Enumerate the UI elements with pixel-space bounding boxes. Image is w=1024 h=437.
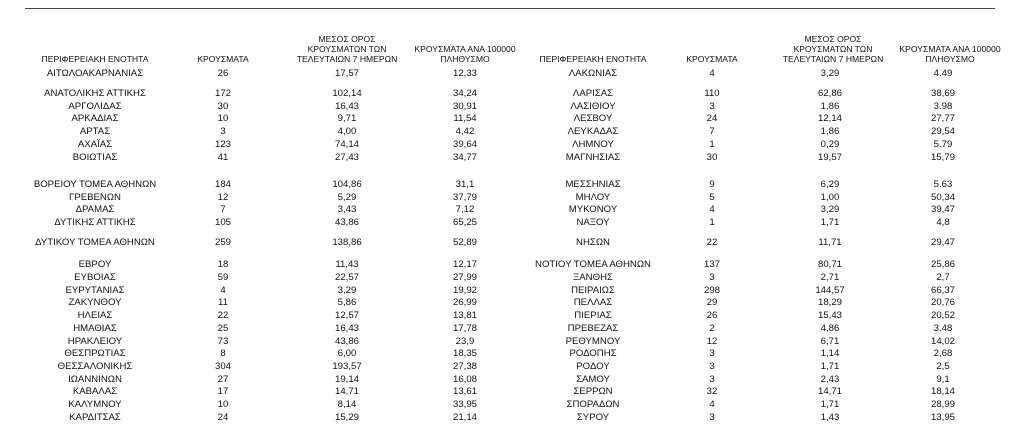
right-row-name: ΛΗΜΝΟΥ	[572, 139, 614, 150]
right-row-cases: 2	[709, 323, 715, 334]
left-row-cases: 4	[220, 285, 226, 296]
right-row-avg: 4,86	[820, 323, 840, 334]
header-cases-left	[193, 26, 253, 64]
left-row-rate: 27,38	[452, 361, 477, 372]
right-row-rate: 2,68	[933, 348, 953, 359]
left-row-rate: 23,9	[455, 336, 475, 347]
right-row-cases: 4	[709, 399, 715, 410]
right-row-name: ΛΑΣΙΘΙΟΥ	[570, 101, 616, 112]
right-row-name: ΠΙΕΡΙΑΣ	[574, 310, 612, 321]
right-row-rate: 3.98	[933, 101, 953, 112]
right-row-rate: 5.79	[933, 139, 953, 150]
right-row-name: ΜΑΓΝΗΣΙΑΣ	[565, 152, 621, 163]
right-row-avg: 3,29	[820, 68, 840, 79]
right-row-avg: 80,71	[817, 259, 842, 270]
right-row-rate: 20,52	[930, 310, 955, 321]
right-row-name: ΠΕΙΡΑΙΩΣ	[571, 285, 615, 296]
right-row-avg: 15,43	[817, 310, 842, 321]
right-row-name: ΛΑΡΙΣΑΣ	[572, 88, 614, 99]
left-row-cases: 27	[217, 374, 229, 385]
left-row-cases: 17	[217, 386, 229, 397]
left-row-cases: 22	[217, 310, 229, 321]
right-row-rate: 9,1	[936, 374, 950, 385]
right-row-rate: 25,86	[930, 259, 955, 270]
header-avg-right-line3: ΤΕΛΕΥΤΑΙΩΝ 7 ΗΜΕΡΩΝ	[782, 54, 884, 64]
left-row-avg: 193,57	[332, 361, 362, 372]
right-row-cases: 24	[706, 113, 718, 124]
left-row-avg: 19,14	[334, 374, 359, 385]
header-avg-left-line1: ΜΕΣΟΣ ΟΡΟΣ	[318, 34, 376, 44]
right-row-cases: 5	[709, 192, 715, 203]
left-row-cases: 26	[217, 68, 229, 79]
left-row-avg: 5,86	[337, 297, 357, 308]
left-row-rate: 17,78	[452, 323, 477, 334]
left-row-cases: 8	[220, 348, 226, 359]
left-row-cases: 73	[217, 336, 229, 347]
left-row-cases: 59	[217, 272, 229, 283]
left-row-name: ΑΧΑΪΑΣ	[77, 139, 113, 150]
left-row-rate: 34,24	[452, 88, 477, 99]
left-row-name: ΒΟΡΕΙΟΥ ΤΟΜΕΑ ΑΘΗΝΩΝ	[33, 179, 157, 190]
left-row-avg: 27,43	[334, 152, 359, 163]
right-row-cases: 3	[709, 272, 715, 283]
right-row-name: ΞΑΝΘΗΣ	[573, 272, 613, 283]
right-row-rate: 39,47	[930, 204, 955, 215]
right-row-cases: 3	[709, 361, 715, 372]
right-row-avg: 1,71	[820, 217, 840, 228]
right-row-rate: 20,76	[930, 297, 955, 308]
right-row-avg: 1,71	[820, 361, 840, 372]
right-row-rate: 13,95	[930, 412, 955, 423]
left-row-avg: 16,43	[334, 323, 359, 334]
left-row-rate: 12,17	[452, 259, 477, 270]
left-row-avg: 12,57	[334, 310, 359, 321]
right-row-avg: 1,86	[820, 126, 840, 137]
left-row-name: ΖΑΚΥΝΘΟΥ	[68, 297, 122, 308]
right-row-rate: 14,02	[930, 336, 955, 347]
right-row-cases: 26	[706, 310, 718, 321]
left-row-rate: 18,35	[452, 348, 477, 359]
right-row-cases: 32	[706, 386, 718, 397]
left-row-rate: 7,12	[455, 204, 475, 215]
left-row-rate: 33,95	[452, 399, 477, 410]
left-row-avg: 14,71	[334, 386, 359, 397]
right-row-cases: 29	[706, 297, 718, 308]
left-row-name: ΚΑΛΥΜΝΟΥ	[68, 399, 122, 410]
left-row-rate: 13,61	[452, 386, 477, 397]
right-row-avg: 2,43	[820, 374, 840, 385]
header-rate-left	[405, 26, 525, 64]
right-row-cases: 30	[706, 152, 718, 163]
left-row-avg: 43,86	[334, 217, 359, 228]
right-row-cases: 110	[704, 88, 720, 99]
left-row-avg: 5,29	[337, 192, 357, 203]
left-row-name: ΒΟΙΩΤΙΑΣ	[72, 152, 118, 163]
left-row-cases: 30	[217, 101, 229, 112]
right-row-name: ΛΑΚΩΝΙΑΣ	[568, 68, 618, 79]
left-row-rate: 4,42	[455, 126, 475, 137]
right-row-name: ΜΕΣΣΗΝΙΑΣ	[565, 179, 621, 190]
left-row-cases: 10	[217, 113, 229, 124]
right-row-name: ΣΕΡΡΩΝ	[573, 386, 613, 397]
right-row-cases: 12	[706, 336, 718, 347]
left-row-name: ΑΝΑΤΟΛΙΚΗΣ ΑΤΤΙΚΗΣ	[44, 88, 146, 99]
right-row-rate: 4.49	[933, 68, 953, 79]
header-avg-left-line3: ΤΕΛΕΥΤΑΙΩΝ 7 ΗΜΕΡΩΝ	[296, 54, 398, 64]
left-row-avg: 138,86	[332, 237, 362, 248]
right-row-name: ΣΠΟΡΑΔΩΝ	[566, 399, 620, 410]
left-row-name: ΓΡΕΒΕΝΩΝ	[69, 192, 121, 203]
header-region-left	[15, 26, 175, 64]
right-row-cases: 22	[706, 237, 718, 248]
left-row-avg: 15,29	[334, 412, 359, 423]
left-row-cases: 7	[220, 204, 226, 215]
right-row-name: ΡΕΘΥΜΝΟΥ	[565, 336, 621, 347]
right-row-cases: 3	[709, 348, 715, 359]
right-row-rate: 66,37	[930, 285, 955, 296]
left-row-cases: 184	[214, 179, 231, 190]
right-row-name: ΠΡΕΒΕΖΑΣ	[567, 323, 619, 334]
left-row-cases: 25	[217, 323, 229, 334]
left-row-rate: 65,25	[452, 217, 477, 228]
right-row-name: ΡΟΔΟΠΗΣ	[569, 348, 617, 359]
header-avg-right-line1: ΜΕΣΟΣ ΟΡΟΣ	[804, 34, 862, 44]
left-row-cases: 304	[214, 361, 231, 372]
right-row-avg: 18,29	[817, 297, 842, 308]
left-row-name: ΑΡΤΑΣ	[79, 126, 111, 137]
right-row-avg: 0,29	[820, 139, 840, 150]
left-row-avg: 4,00	[337, 126, 357, 137]
right-row-cases: 1	[709, 217, 715, 228]
left-row-name: ΕΥΡΥΤΑΝΙΑΣ	[65, 285, 125, 296]
right-row-rate: 15,79	[930, 152, 955, 163]
right-row-cases: 298	[703, 285, 720, 296]
left-row-avg: 8,14	[337, 399, 357, 410]
right-row-rate: 29,47	[930, 237, 955, 248]
right-row-avg: 2,71	[820, 272, 840, 283]
right-row-name: ΣΑΜΟΥ	[576, 374, 610, 385]
header-avg-left-line2: ΚΡΟΥΣΜΑΤΩΝ ΤΩΝ	[307, 44, 387, 54]
left-row-name: ΕΒΡΟΥ	[78, 259, 112, 270]
left-row-cases: 3	[220, 126, 226, 137]
right-row-rate: 50,34	[930, 192, 955, 203]
header-cases-left-text: ΚΡΟΥΣΜΑΤΑ	[197, 54, 249, 64]
right-row-cases: 3	[709, 374, 715, 385]
left-row-cases: 172	[214, 88, 231, 99]
right-row-cases: 9	[709, 179, 715, 190]
left-row-rate: 52,89	[452, 237, 477, 248]
right-row-cases: 3	[709, 101, 715, 112]
right-row-cases: 137	[703, 259, 720, 270]
header-avg-left	[292, 26, 402, 64]
left-row-rate: 19,92	[452, 285, 477, 296]
left-row-cases: 259	[214, 237, 231, 248]
left-row-rate: 13,81	[452, 310, 477, 321]
right-row-rate: 29,54	[930, 126, 955, 137]
right-row-avg: 1,14	[820, 348, 840, 359]
left-row-name: ΔΥΤΙΚΟΥ ΤΟΜΕΑ ΑΘΗΝΩΝ	[35, 237, 155, 248]
left-row-avg: 16,43	[334, 101, 359, 112]
right-row-avg: 19,57	[817, 152, 842, 163]
right-row-name: ΠΕΛΛΑΣ	[573, 297, 613, 308]
right-row-avg: 144,57	[815, 285, 845, 296]
left-row-avg: 104,86	[332, 179, 362, 190]
right-row-name: ΝΑΞΟΥ	[576, 217, 610, 228]
header-cases-right-text: ΚΡΟΥΣΜΑΤΑ	[686, 54, 738, 64]
right-row-name: ΝΟΤΙΟΥ ΤΟΜΕΑ ΑΘΗΝΩΝ	[535, 259, 651, 270]
left-row-avg: 22,57	[334, 272, 359, 283]
right-row-avg: 62,86	[817, 88, 842, 99]
left-row-cases: 105	[214, 217, 231, 228]
header-region-right	[518, 26, 668, 64]
left-row-rate: 27,99	[452, 272, 477, 283]
left-row-cases: 123	[214, 139, 231, 150]
left-row-name: ΑΡΚΑΔΙΑΣ	[71, 113, 119, 124]
left-row-name: ΘΕΣΠΡΩΤΙΑΣ	[64, 348, 126, 359]
left-row-name: ΗΡΑΚΛΕΙΟΥ	[67, 336, 123, 347]
left-row-rate: 30,91	[452, 101, 477, 112]
right-row-rate: 28,99	[930, 399, 955, 410]
right-row-name: ΜΥΚΟΝΟΥ	[568, 204, 618, 215]
right-row-rate: 2,5	[936, 361, 950, 372]
header-region-left-text: ΠΕΡΙΦΕΡΕΙΑΚΗ ΕΝΟΤΗΤΑ	[41, 54, 149, 64]
right-row-cases: 1	[709, 139, 715, 150]
right-row-name: ΛΕΥΚΑΔΑΣ	[567, 126, 619, 137]
left-row-name: ΙΩΑΝΝΙΝΩΝ	[68, 374, 122, 385]
header-rate-left-line2: ΠΛΗΘΥΣΜΟ	[440, 54, 490, 64]
right-row-name: ΜΗΛΟΥ	[575, 192, 611, 203]
header-avg-right	[778, 26, 888, 64]
left-row-name: ΑΡΓΟΛΙΔΑΣ	[68, 101, 122, 112]
header-rate-left-line1: ΚΡΟΥΣΜΑΤΑ ΑΝΑ 100000	[414, 44, 516, 54]
left-row-avg: 74,14	[334, 139, 359, 150]
right-row-cases: 4	[709, 204, 715, 215]
right-row-rate: 3.48	[933, 323, 953, 334]
left-row-avg: 6,00	[337, 348, 357, 359]
left-row-cases: 10	[217, 399, 229, 410]
left-row-name: ΚΑΒΑΛΑΣ	[72, 386, 118, 397]
right-row-name: ΝΗΣΩΝ	[576, 237, 610, 248]
right-row-avg: 1,00	[820, 192, 840, 203]
header-rate-right	[890, 26, 1010, 64]
left-row-avg: 43,86	[334, 336, 359, 347]
left-row-avg: 11,43	[335, 259, 359, 270]
header-avg-right-line2: ΚΡΟΥΣΜΑΤΩΝ ΤΩΝ	[793, 44, 873, 54]
left-row-cases: 18	[217, 259, 229, 270]
left-row-rate: 34,77	[452, 152, 477, 163]
left-row-avg: 102,14	[332, 88, 362, 99]
left-row-name: ΗΜΑΘΙΑΣ	[73, 323, 117, 334]
left-row-cases: 11	[218, 297, 228, 308]
header-rate-right-line2: ΠΛΗΘΥΣΜΟ	[925, 54, 975, 64]
left-row-rate: 12,33	[452, 68, 477, 79]
right-row-cases: 3	[709, 412, 715, 423]
left-row-cases: 41	[217, 152, 229, 163]
right-row-rate: 38,69	[930, 88, 955, 99]
left-row-avg: 17,57	[334, 68, 359, 79]
right-row-avg: 1,71	[820, 399, 840, 410]
left-row-avg: 3,43	[337, 204, 357, 215]
left-row-name: ΔΥΤΙΚΗΣ ΑΤΤΙΚΗΣ	[54, 217, 136, 228]
right-row-avg: 12,14	[817, 113, 842, 124]
right-row-cases: 4	[709, 68, 715, 79]
right-row-rate: 2,7	[936, 272, 950, 283]
left-row-name: ΘΕΣΣΑΛΟΝΙΚΗΣ	[57, 361, 133, 372]
right-row-name: ΡΟΔΟΥ	[576, 361, 610, 372]
right-row-avg: 11,71	[818, 237, 842, 248]
right-row-name: ΛΕΣΒΟΥ	[573, 113, 613, 124]
right-row-rate: 5.63	[933, 179, 953, 190]
top-rule	[25, 8, 995, 9]
left-row-rate: 26,99	[452, 297, 477, 308]
right-row-avg: 6,71	[820, 336, 840, 347]
right-row-avg: 1,43	[820, 412, 840, 423]
right-row-rate: 27,77	[930, 113, 955, 124]
left-row-rate: 39,64	[452, 139, 477, 150]
right-row-name: ΣΥΡΟΥ	[576, 412, 610, 423]
right-row-avg: 14,71	[817, 386, 842, 397]
left-row-rate: 21,14	[452, 412, 477, 423]
left-row-name: ΔΡΑΜΑΣ	[75, 204, 115, 215]
right-row-avg: 1,86	[820, 101, 840, 112]
right-row-rate: 4,8	[936, 217, 950, 228]
right-row-cases: 7	[709, 126, 715, 137]
left-row-rate: 37,79	[452, 192, 477, 203]
left-row-rate: 16,08	[452, 374, 477, 385]
right-row-avg: 6,29	[820, 179, 840, 190]
left-row-name: ΗΛΕΙΑΣ	[77, 310, 113, 321]
left-row-cases: 24	[217, 412, 229, 423]
left-row-avg: 3,29	[337, 285, 357, 296]
right-row-rate: 18,14	[930, 386, 955, 397]
header-rate-right-line1: ΚΡΟΥΣΜΑΤΑ ΑΝΑ 100000	[899, 44, 1001, 54]
left-row-name: ΑΙΤΩΛΟΑΚΑΡΝΑΝΙΑΣ	[46, 68, 144, 79]
left-row-name: ΚΑΡΔΙΤΣΑΣ	[69, 412, 121, 423]
left-row-avg: 9,71	[337, 113, 357, 124]
right-row-avg: 3,29	[820, 204, 840, 215]
header-region-right-text: ΠΕΡΙΦΕΡΕΙΑΚΗ ΕΝΟΤΗΤΑ	[539, 54, 647, 64]
header-cases-right	[682, 26, 742, 64]
left-row-rate: 31,1	[455, 179, 475, 190]
left-row-rate: 11,54	[453, 113, 477, 124]
left-row-name: ΕΥΒΟΙΑΣ	[74, 272, 116, 283]
left-row-cases: 12	[217, 192, 229, 203]
